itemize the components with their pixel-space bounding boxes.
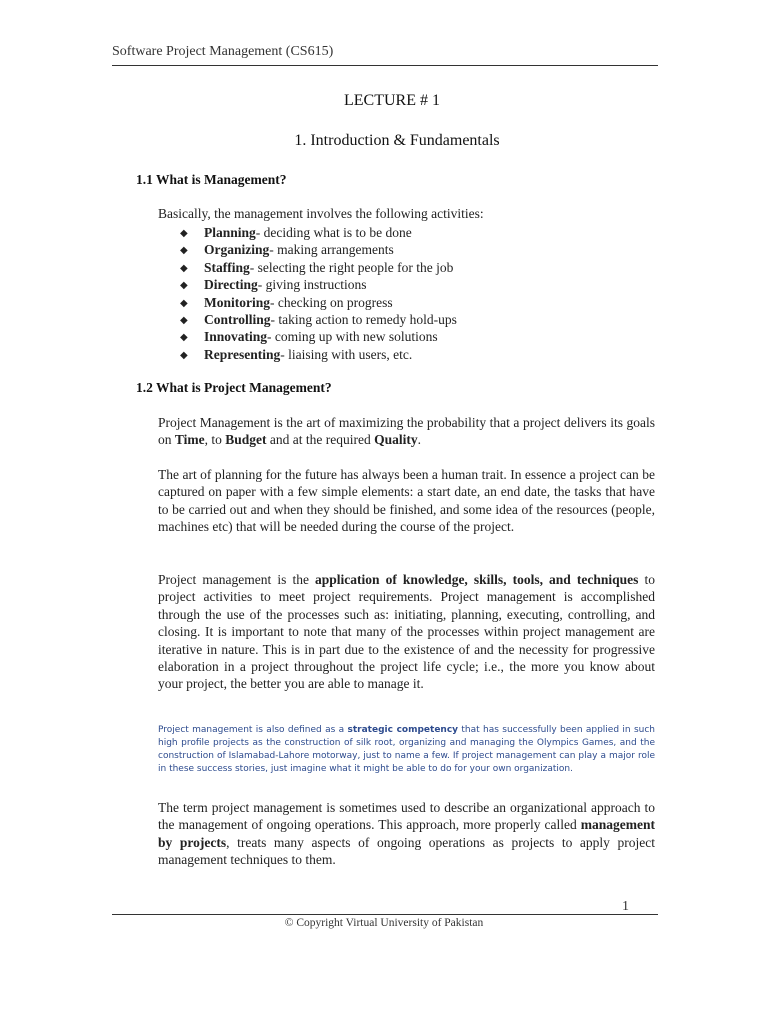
activity-term: Representing	[204, 346, 281, 362]
note-strategic-competency	[158, 724, 655, 776]
running-header: Software Project Management (CS615)	[112, 44, 334, 59]
diamond-bullet-icon: ◆	[180, 228, 188, 239]
lecture-title: LECTURE # 1	[344, 92, 440, 109]
paragraph-text: , to	[204, 432, 226, 448]
paragraph-definition	[158, 414, 655, 449]
emphasis-application: application of knowledge, skills, tools, and techniques	[315, 572, 639, 587]
activity-desc: - selecting the right people for the job	[249, 259, 454, 275]
activity-term: Monitoring	[204, 294, 270, 310]
activity-term: Planning	[204, 225, 256, 240]
copyright-footer: © Copyright Virtual University of Pakistan	[284, 917, 484, 929]
section-heading-project-management: 1.2 What is Project Management?	[136, 380, 332, 395]
paragraph-management-by-projects	[158, 799, 655, 869]
paragraph-text: .	[417, 432, 421, 448]
diamond-bullet-icon: ◆	[180, 332, 188, 344]
activity-desc: - giving instructions	[257, 277, 367, 293]
activity-desc: - checking on progress	[270, 294, 393, 310]
paragraph-text: Project management is the	[158, 572, 316, 587]
paragraph-text: and at the required	[266, 432, 375, 448]
paragraph-text: Project Management is the art of maximizing the probability that a project delivers its goals on	[158, 415, 655, 448]
emphasis-budget: Budget	[225, 432, 267, 448]
section-heading-management: 1.1 What is Management?	[136, 172, 287, 187]
page-number: 1	[622, 899, 629, 914]
paragraph-text: , treats many aspects of ongoing operations as projects to apply project management techniques to them.	[158, 834, 655, 868]
emphasis-time: Time	[174, 432, 205, 448]
paragraph-application	[158, 571, 655, 693]
activity-desc: - liaising with users, etc.	[280, 346, 413, 362]
activity-desc: - coming up with new solutions	[267, 329, 438, 345]
activity-term: Organizing	[204, 242, 270, 258]
paragraph-text: The term project management is sometimes used to describe an organizational approach to the management of ongoing operations. This approach, more properly called	[158, 800, 655, 833]
diamond-bullet-icon: ◆	[180, 280, 188, 292]
list-item	[180, 328, 457, 345]
activity-term: Staffing	[204, 259, 250, 275]
list-item	[180, 259, 457, 276]
diamond-bullet-icon: ◆	[180, 349, 188, 361]
emphasis-strategic-competency: strategic competency	[347, 725, 459, 735]
list-item	[180, 224, 457, 241]
activity-term: Controlling	[204, 311, 271, 327]
list-item	[180, 311, 457, 328]
activity-desc: - taking action to remedy hold-ups	[270, 311, 457, 327]
note-text: Project management is also defined as a	[158, 725, 348, 735]
diamond-bullet-icon: ◆	[180, 297, 188, 309]
chapter-title: 1. Introduction & Fundamentals	[294, 132, 500, 149]
list-item	[180, 241, 457, 258]
activities-intro: Basically, the management involves the following activities:	[158, 206, 484, 221]
activity-term: Directing	[204, 277, 258, 293]
diamond-bullet-icon: ◆	[180, 314, 188, 326]
emphasis-quality: Quality	[374, 432, 418, 448]
footer-divider	[112, 914, 658, 915]
list-item	[180, 294, 457, 311]
header-divider	[112, 65, 658, 66]
list-item	[180, 346, 457, 363]
emphasis-management-by-projects: management by projects	[158, 817, 655, 850]
activity-desc: - making arrangements	[269, 242, 394, 258]
paragraph-text: to project activities to meet project requirements. Project management is accomplished through the use of the processes such as: initiating, planning, executing, controlling, and closing. It is important to note that many of the processes within project management are iterative in nature. This is in part due to the existence of and the necessity for progressive elaboration in a project throughout the project life cycle; i.e., the more you know about your project, the better you are able to manage it.	[158, 572, 655, 692]
list-item	[180, 276, 457, 293]
activities-list	[180, 224, 457, 363]
activity-desc: - deciding what is to be done	[255, 225, 412, 240]
diamond-bullet-icon: ◆	[180, 262, 188, 274]
paragraph-planning: The art of planning for the future has always been a human trait. In essence a project can be captured on paper with a few simple elements: a start date, an end date, the tasks that have to be carried out and when they should be finished, and some idea of the resources (people, machines etc) that will be needed during the course of the project.	[158, 467, 655, 535]
diamond-bullet-icon: ◆	[180, 245, 188, 257]
note-text: that has successfully been applied in such high profile projects as the construction of silk root, organizing and managing the Olympics Games, and the construction of Islamabad-Lahore motorway, just to name a few. If project management can play a major role in these success stories, just imagine what it might be able to do for your own organization.	[158, 725, 656, 774]
activity-term: Innovating	[204, 329, 268, 345]
